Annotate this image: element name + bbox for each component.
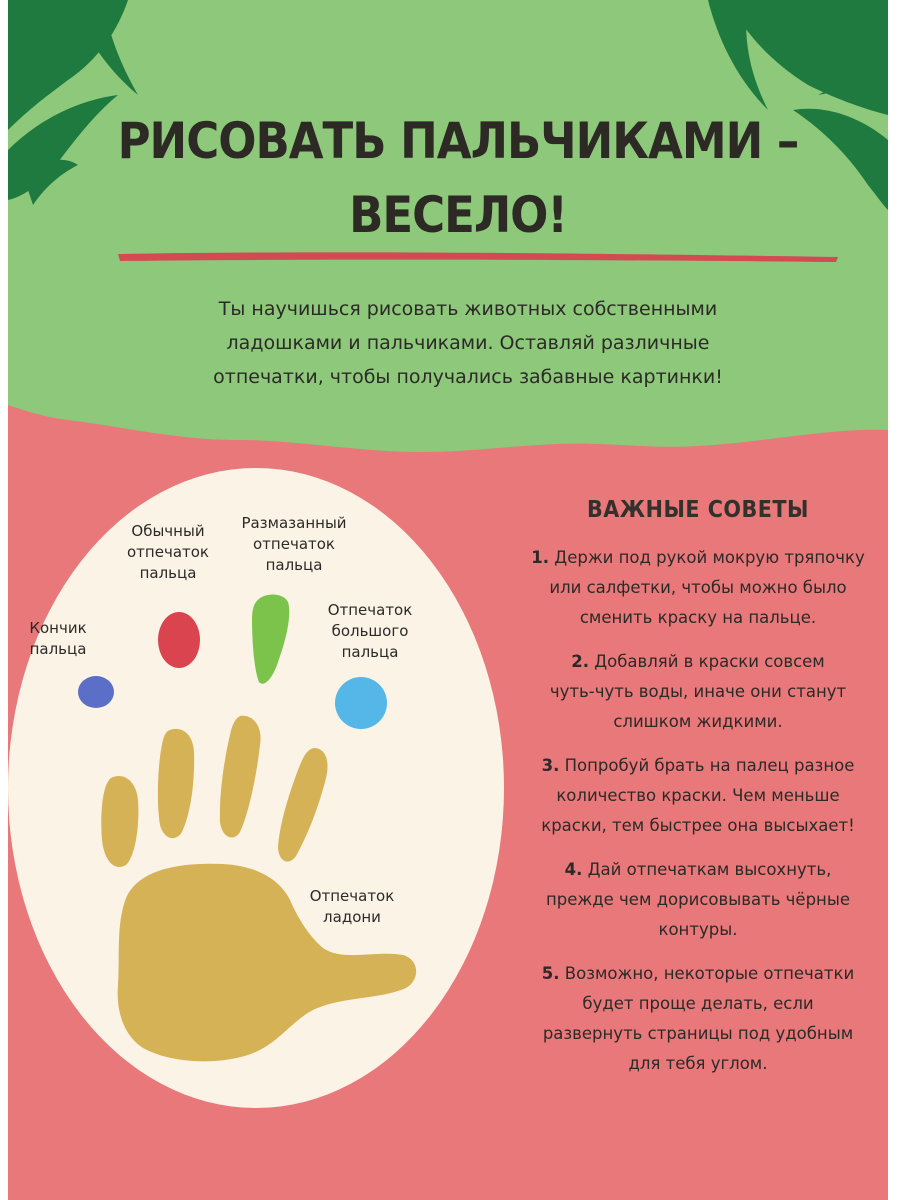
tip-line: Дай отпечаткам высохнуть, [587,860,832,879]
regular-print-dot [158,612,200,668]
intro-paragraph [168,292,768,394]
tip-item [503,543,888,633]
tip-number: 4. [564,860,583,879]
tip-number: 2. [571,652,589,671]
thumb-label-line-2: большого [331,622,409,640]
tip-line: слишком жидкими. [613,712,783,731]
thumb-print-label [310,600,430,663]
tip-line: прежде чем дорисовывать чёрные [545,890,851,909]
title-line-2: ВЕСЕЛО! [349,186,567,244]
palm-label-line-1: Отпечаток [309,887,395,905]
tip-number: 5. [541,964,560,983]
page-title [88,104,828,252]
fingertip-label [8,618,108,660]
tips-heading: ВАЖНЫЕ СОВЕТЫ [587,497,809,523]
tip-line: чуть-чуть воды, иначе они станут [549,682,847,701]
tip-line: краски, тем быстрее она высыхает! [541,816,855,835]
tip-line: контуры. [658,920,738,939]
tip-line: количество краски. Чем меньше [556,786,840,805]
thumb-label-line-1: Отпечаток [327,601,413,619]
fingertip-label-line-1: Кончик [29,619,87,637]
tip-line: или салфетки, чтобы можно было [549,578,847,597]
intro-line-2: ладошками и пальчиками. Оставляй различные [226,332,710,354]
fingertip-label-line-2: пальца [29,640,87,658]
tip-item [503,751,888,841]
regular-print-label [108,521,228,584]
tip-item [503,959,888,1079]
tip-item [503,647,888,737]
regular-label-line-2: отпечаток [127,543,209,561]
tip-line: Держи под рукой мокрую тряпочку [554,548,865,567]
smeared-print-label [224,513,364,576]
thumb-print-dot [335,677,387,729]
palm-label-line-2: ладони [323,908,381,926]
intro-line-3: отпечатки, чтобы получались забавные картинки! [213,366,723,388]
smeared-label-line-2: отпечаток [253,535,335,553]
thumb-label-line-3: пальца [341,643,399,661]
tip-line: будет проще делать, если [582,994,814,1013]
tips-list [503,543,888,1093]
intro-line-1: Ты научишься рисовать животных собственными [218,298,718,320]
palm-print-label [292,886,412,928]
regular-label-line-1: Обычный [131,522,205,540]
tip-line: развернуть страницы под удобным [542,1024,854,1043]
fingertip-print-dot [78,676,114,708]
tip-line: сменить краску на пальце. [579,608,817,627]
tip-number: 1. [531,548,550,567]
tip-line: Добавляй в краски совсем [594,652,825,671]
tip-number: 3. [541,756,560,775]
tip-item [503,855,888,945]
tip-line: Возможно, некоторые отпечатки [564,964,855,983]
book-page [8,0,888,1200]
smeared-label-line-3: пальца [265,556,323,574]
regular-label-line-3: пальца [139,564,197,582]
title-line-1: РИСОВАТЬ ПАЛЬЧИКАМИ – [117,112,799,170]
smeared-label-line-1: Размазанный [241,514,347,532]
tip-line: Попробуй брать на палец разное [564,756,855,775]
tip-line: для тебя углом. [628,1054,768,1073]
